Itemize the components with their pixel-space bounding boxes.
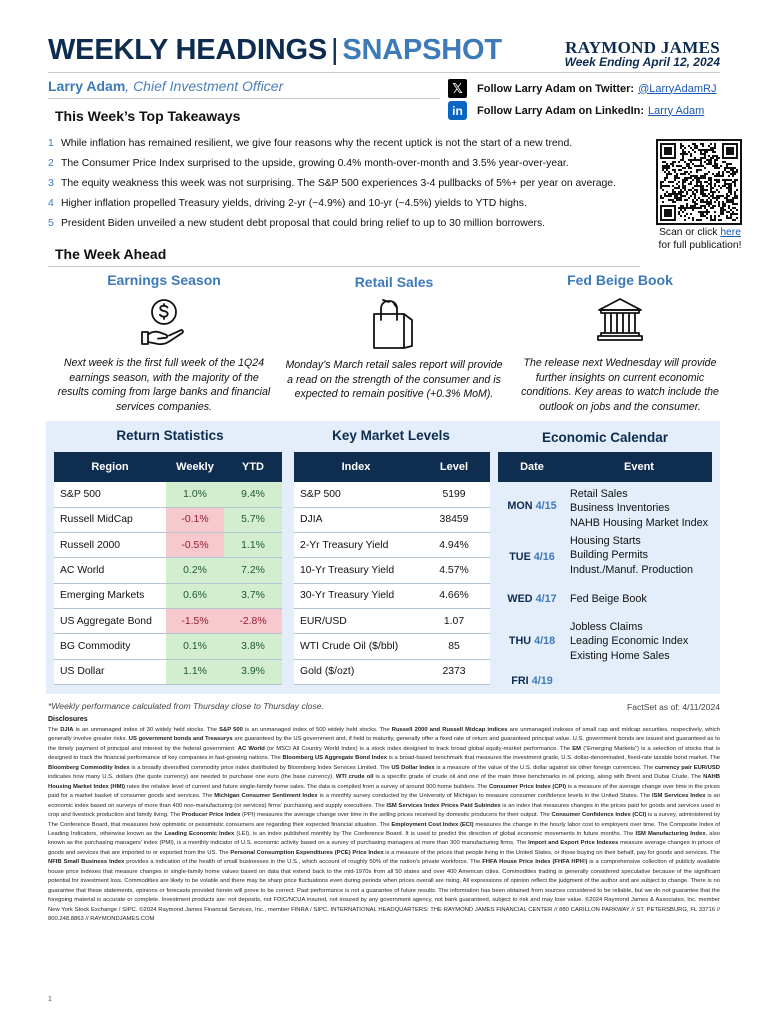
column-header-region: Region [91,461,129,473]
disclosure-term: currency pair EUR/USD [654,764,720,771]
column-header-index: Index [341,461,371,473]
index-level: 5199 [418,482,490,507]
qr-code-graphic [658,141,740,223]
column-header-event: Event [624,461,654,473]
calendar-event: Indust./Manuf. Production [570,563,694,576]
week-ahead-title: The Week Ahead [55,246,167,262]
table-row [294,659,490,684]
takeaways-list [48,133,653,233]
day-of-week: WED [507,593,533,605]
disclosures-text: The DJIA is an unmanaged index of 30 widely held stocks. The S&P 500 is an unmanaged index of 500 widely held stocks. The Russell 2000 and Russell Midcap indices are unmanaged indexes of small cap and midcap securities, respectively, which generally involve greater risks. US government bonds and Treasurys are guaranteed by the US government and, if held to maturity, generally offer a fixed rate of return and guaranteed principal value. U.S. government bonds are issued and guaranteed as to the timely payment of principal and interest by the federal government. AC World (or MSCI All Country World Index) is a stock index designed to track broad global equity-market performance. The EM (“Emerging Markets”) is a selection of stocks that is designed to track the financial performance of key companies in fast-growing nations. The Bloomberg US Aggregate Bond Index is a broad-based benchmark that measures the investment grade, U.S. dollar-denominated, fixed-rate taxable bond market. The Bloomberg Commodity Index is a broadly diversified commodity price index distributed by Bloomberg Index Services Limited. The US Dollar Index is a measure of the value of the U.S. dollar against six other foreign currencies. The currency pair EUR/USD indicates how many U.S. dollars (the quote currency) are needed to purchase one euro (the base currency). WTI crude oil is a specific grade of crude oil and one of the main three benchmarks in oil pricing, along with Brent and Dubai Crude. The NAHB Housing Market Index (HMI) rates the relative level of current and future single-family home sales. The data is compiled from a survey of around 900 home builders. The Consumer Price Index (CPI) is a measure of the average change over time in the prices paid for a market basket of consumer goods and services. The Michigan Consumer Sentiment Index is a monthly survey conducted by the University of Michigan to measure consumer confidence levels in the United States. The ISM Services Index is an economic index based on surveys of more than 400 non-manufacturing (or services) firms' purchasing and supply executives. The ISM Services Index Prices Paid Subindex is an index that measures changes in the prices paid for goods and services used in crop and livestock production and family living. The Producer Price Index (PPI) measures the average change over time in the selling prices received by domestic producers for their output. The Consumer Confidence Index (CCI) is a survey, administered by The Conference Board, that measures how optimistic or pessimistic consumers are regarding their expected financial situation. The Employment Cost Index (ECI) measures the change in the hourly labor cost to employers over time. The Composite Index of Leading Indicators, otherwise known as the Leading Economic Index (LEI), is an index published monthly by The Conference Board. It is used to predict the direction of global economic movements in future months. The ISM Manufacturing Index, also known as the purchasing managers' index (PMI), is a monthly indicator of U.S. economic activity based on a survey of purchasing managers at more than 300 manufacturing firms. The Import and Export Price Indexes measure average changes in prices of goods and services that are imported to or exported from the US. The Personal Consumption Expenditures (PCE) Price Index is a measure of the prices that people living in the United States, or those buying on their behalf, pay for goods and services. The NFIB Small Business Index provides a indication of the health of small businesses in the U.S., which account of roughly 50% of the nation's private workforce. The FHFA House Price Index (FHFA HPI®) is a comprehensive collection of publicly available house price indexes that measure changes in single-family home values based on data that extend back to the mid-1970s from all 50 states and over 400 American cities. Commodities trading is generally considered speculative because of the significant potential for investment loss. Commodities are likely to be volatile and there may be sharp price fluctuations even during periods when prices overall are rising. All expressions of opinion reflect the judgment of the author and are subject to change. There is no guarantee that these statements, opinions or forecasts provided herein will prove to be correct. Past performance is not a guarantee of future results. The information has been obtained from sources considered to be reliable, but we do not guarantee that the foregoing material is accurate or complete. Investment products are: not deposits, not FDIC/NCUA insured, not insured by any government agency, not bank guaranteed, subject to risk and may lose value. ©2024 Raymond James & Associates, Inc. member New York Stock Exchange / SIPC. ©2024 Raymond James Financial Services, Inc., member FINRA / SIPC. INTERNATIONAL HEADQUARTERS: THE RAYMOND JAMES FINANCIAL CENTER // 880 CARILLON PARKWAY // ST. PETERSBURG, FL 33716 // 800.248.8863 // RAYMONDJAMES.COM [48,727,721,923]
region-name: S&P 500 [54,482,166,507]
calendar-events [570,620,688,663]
calendar-day [498,675,566,687]
takeaway-item [48,173,653,193]
index-level: 4.94% [418,533,490,558]
region-name: AC World [54,558,166,583]
return-statistics-table [54,452,282,685]
day-of-week: THU [508,635,532,647]
calendar-events [570,592,647,606]
linkedin-follow [448,101,704,120]
index-level: 2373 [418,659,490,684]
qr-scan-text: Scan or click [659,227,718,238]
index-level: 1.07 [418,608,490,633]
weekly-return: 1.1% [166,659,224,684]
takeaway-item [48,193,653,213]
region-name: BG Commodity [54,634,166,659]
calendar-events [570,534,693,577]
index-level: 85 [418,634,490,659]
ytd-return: 3.8% [224,634,282,659]
disclosure-term: ISM Services Index [652,793,706,800]
author-role: , Chief Investment Officer [125,78,284,94]
qr-caption [650,227,750,238]
index-level: 4.66% [418,583,490,608]
disclosure-term: EM [572,745,582,752]
calendar-event: Jobless Claims [570,621,643,633]
linkedin-link[interactable]: Larry Adam [648,104,705,117]
bank-building-icon [510,296,730,356]
disclosure-term: Consumer Confidence Index (CCI) [551,812,647,819]
table-row [294,634,490,659]
card-text: Monday’s March retail sales report will provide a read on the strength of the consumer and is expected to remain positive (+0.3% MoM). [285,359,503,400]
linkedin-label: Follow Larry Adam on LinkedIn: [477,104,645,117]
ytd-return: 1.1% [224,533,282,558]
weekly-return: -0.5% [166,533,224,558]
table-row [294,507,490,532]
column-header-weekly: Weekly [176,461,214,473]
calendar-event: NAHB Housing Market Index [570,516,709,529]
ytd-return: -2.8% [224,608,282,633]
takeaway-number: 5 [48,217,54,229]
takeaway-number: 4 [48,197,54,209]
calendar-day [498,500,566,512]
table-row [294,558,490,583]
shopping-bag-icon [284,298,504,358]
weekly-return: 0.6% [166,583,224,608]
takeaways-title: This Week’s Top Takeaways [55,108,241,124]
calendar-day [498,551,566,563]
takeaway-item [48,133,653,153]
index-name: WTI Crude Oil ($/bbl) [294,634,418,659]
retail-sales-card [284,274,504,402]
index-name: 10-Yr Treasury Yield [294,558,418,583]
week-ahead-divider [48,266,640,267]
header-divider [48,72,720,73]
day-of-week: FRI [511,675,529,687]
disclosure-term: US government bonds and Treasurys [128,736,233,743]
day-of-week: TUE [509,551,531,563]
disclosure-term: NAHB Housing Market Index (HMI) [48,774,720,790]
index-name: 30-Yr Treasury Yield [294,583,418,608]
fed-beige-book-card [510,272,730,414]
disclosure-term: Bloomberg US Aggregate Bond Index [282,755,387,762]
index-name: S&P 500 [294,482,418,507]
column-header-date: Date [520,461,544,473]
table-row [54,533,282,558]
disclosure-term: Leading Economic Index [164,830,235,837]
table-row [294,608,490,633]
title-main: WEEKLY HEADINGS [48,34,327,66]
disclosure-term: Import and Export Price Indexes [528,840,619,847]
index-level: 4.57% [418,558,490,583]
author-divider [48,98,440,99]
calendar-date: 4/16 [533,551,555,563]
calendar-event: Fed Beige Book [570,593,647,605]
table-row [54,482,282,507]
table-row [294,533,490,558]
ytd-return: 3.7% [224,583,282,608]
disclosure-term: Producer Price Index [181,812,241,819]
index-level: 38459 [418,507,490,532]
table-row [54,608,282,633]
column-header-level: Level [439,461,469,473]
calendar-event: Building Permits [570,549,649,562]
calendar-date: 4/15 [535,500,557,512]
title-separator: | [331,34,339,66]
x-icon[interactable]: 𝕏 [448,79,467,98]
region-name: Russell MidCap [54,507,166,532]
disclosure-term: AC World [237,745,265,752]
author-line [48,78,283,94]
card-title: Retail Sales [354,274,434,290]
calendar-date: 4/18 [534,635,556,647]
author-name: Larry Adam [48,78,126,94]
key-market-levels-title: Key Market Levels [332,428,450,443]
takeaway-text: The Consumer Price Index surprised to the upside, growing 0.4% month-over-month and 3.5% year-over-year. [61,157,569,169]
weekly-return: -0.1% [166,507,224,532]
disclosure-term: ISM Services Index Prices Paid Subindex [386,802,501,809]
title-accent: SNAPSHOT [342,34,502,66]
economic-calendar-title: Economic Calendar [541,430,669,445]
table-row [54,634,282,659]
qr-code[interactable] [656,139,742,225]
twitter-follow [448,79,716,98]
earnings-season-card [54,272,274,414]
week-ending-date: Week Ending April 12, 2024 [564,55,720,69]
twitter-link[interactable]: @LarryAdamRJ [638,82,717,95]
weekly-return: 0.2% [166,558,224,583]
calendar-event: Housing Starts [570,535,641,547]
card-title: Fed Beige Book [567,272,673,288]
index-name: 2-Yr Treasury Yield [294,533,418,558]
index-name: Gold ($/ozt) [294,659,418,684]
weekly-return: -1.5% [166,608,224,633]
region-name: Russell 2000 [54,533,166,558]
publication-link[interactable]: here [720,227,741,238]
table-row [54,583,282,608]
page-title [48,34,502,67]
index-name: DJIA [294,507,418,532]
table-row [54,507,282,532]
takeaway-item [48,153,653,173]
takeaway-text: While inflation has remained resilient, we give four reasons why the recent uptick is not the start of a new trend. [61,137,573,149]
calendar-day [498,635,566,647]
region-name: US Dollar [54,659,166,684]
calendar-events [570,487,708,530]
calendar-event: Leading Economic Index [570,635,689,648]
calendar-date: 4/17 [535,593,557,605]
disclosure-term: Bloomberg Commodity Index [48,764,130,771]
region-name: US Aggregate Bond [54,608,166,633]
table-row [294,482,490,507]
takeaway-text: President Biden unveiled a new student debt proposal that could bring relief to up to 30 million borrowers. [61,217,546,229]
takeaway-number: 3 [48,177,54,189]
twitter-label: Follow Larry Adam on Twitter: [477,82,635,95]
weekly-return: 1.0% [166,482,224,507]
takeaway-text: The equity weakness this week was not surprising. The S&P 500 experiences 3-4 pullbacks of 5%+ per year on average. [61,177,616,189]
table-row [54,659,282,684]
day-of-week: MON [507,500,533,512]
region-name: Emerging Markets [54,583,166,608]
disclosure-term: ISM Manufacturing Index [635,830,706,837]
table-header-row [54,452,282,482]
calendar-day [498,593,566,605]
takeaway-number: 1 [48,137,54,149]
disclosure-term: US Dollar Index [391,764,435,771]
weekly-return: 0.1% [166,634,224,659]
takeaway-text: Higher inflation propelled Treasury yields, driving 2-yr (~4.9%) and 10-yr (~4.5%) yields to YTD highs. [61,197,527,209]
card-title: Earnings Season [107,272,221,288]
qr-caption-2: for full publication! [658,240,742,251]
factset-date: FactSet as of: 4/11/2024 [627,702,720,712]
economic-calendar-header [498,452,712,482]
table-row [294,583,490,608]
takeaway-item [48,213,653,233]
card-text: The release next Wednesday will provide further insights on current economic conditions. Key areas to watch include the outlook on jobs and the consumer. [521,357,719,413]
card-text: Next week is the first full week of the 1Q24 earnings season, with the majority of the results coming from large banks and financial services companies. [57,357,271,413]
disclosure-term: S&P 500 [219,727,243,733]
disclosure-term: Russell 2000 and Russell Midcap indices [391,727,508,733]
ytd-return: 7.2% [224,558,282,583]
disclosure-term: NFIB Small Business Index [48,859,125,866]
disclosure-term: Michigan Consumer Sentiment Index [214,793,318,800]
table-header-row [294,452,490,482]
brand-logo: RAYMOND JAMES [565,38,720,57]
calendar-event: Retail Sales [570,488,628,500]
index-name: EUR/USD [294,608,418,633]
calendar-event: Business Inventories [570,502,670,515]
disclosure-term: Employment Cost Index (ECI) [391,821,474,828]
disclosure-term: Consumer Price Index (CPI) [488,783,567,790]
takeaway-number: 2 [48,157,54,169]
disclosure-term: Personal Consumption Expenditures (PCE) Price Index [230,849,384,856]
disclosure-term: FHFA House Price Index (FHFA HPI®) [482,859,588,866]
calendar-date: 4/19 [531,675,553,687]
performance-footnote: *Weekly performance calculated from Thursday close to Thursday close. [48,701,324,711]
ytd-return: 5.7% [224,507,282,532]
column-header-ytd: YTD [242,461,264,473]
disclosure-term: DJIA [60,727,74,733]
money-hand-icon [54,296,274,356]
return-statistics-title: Return Statistics [116,428,224,443]
key-market-levels-table [294,452,490,685]
linkedin-icon[interactable]: in [448,101,467,120]
disclosures-title: Disclosures [48,716,88,723]
page-number: 1 [48,996,52,1003]
disclosure-term: WTI crude oil [335,774,374,781]
calendar-event: Existing Home Sales [570,649,670,662]
ytd-return: 3.9% [224,659,282,684]
ytd-return: 9.4% [224,482,282,507]
table-row [54,558,282,583]
